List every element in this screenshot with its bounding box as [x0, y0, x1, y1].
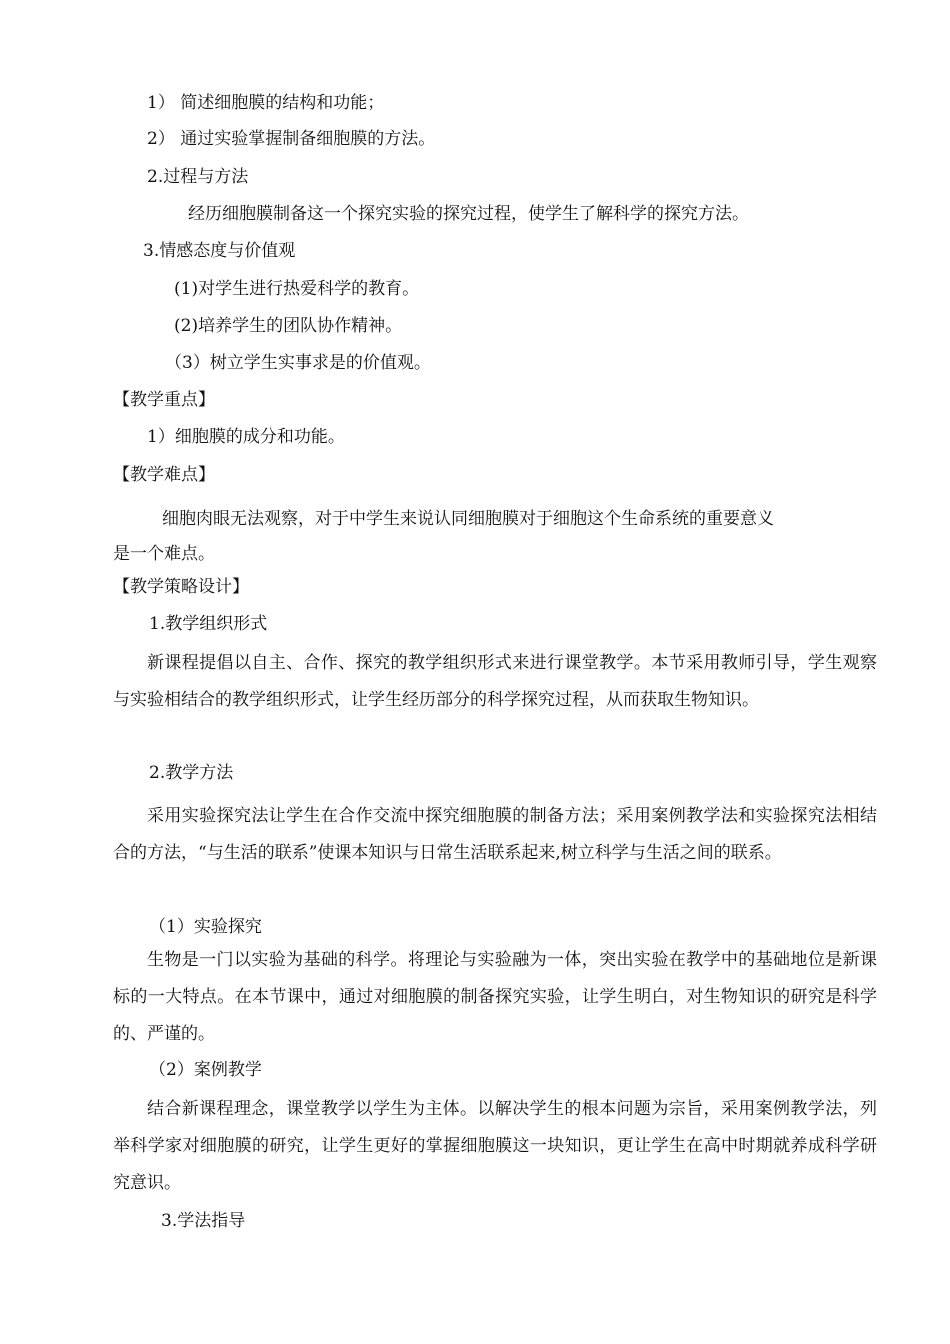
method-paragraph: 采用实验探究法让学生在合作交流中探究细胞膜的制备方法；采用案例教学法和实验探究法相结合的方法，“与生活的联系”使课本知识与日常生活联系起来,树立科学与生活之间的联系。 [113, 806, 877, 863]
org-paragraph: 新课程提倡以自主、合作、探究的教学组织形式来进行课堂教学。本节采用教师引导，学生观察与实验相结合的教学组织形式，让学生经历部分的科学探究过程，从而获取生物知识。 [113, 653, 877, 710]
values-item-2: (2)培养学生的团队协作精神。 [174, 316, 403, 336]
org-title: 1.教学组织形式 [149, 614, 268, 634]
case-paragraph: 结合新课程理念，课堂教学以学生为主体。以解决学生的根本问题为宗旨，采用案例教学法，列举科学家对细胞膜的研究，让学生更好的掌握细胞膜这一块知识，更让学生在高中时期就养成科学研究意识。 [113, 1099, 877, 1193]
key-point-heading: 【教学重点】 [113, 390, 215, 410]
values-title: 3.情感态度与价值观 [143, 241, 296, 261]
experiment-title: （1）实验探究 [149, 917, 262, 937]
key-point-item-1: 1）细胞膜的成分和功能。 [147, 427, 345, 447]
process-title: 2.过程与方法 [147, 167, 249, 187]
difficulty-line-2: 是一个难点。 [113, 544, 215, 564]
method-title: 2.教学方法 [149, 763, 234, 783]
difficulty-heading: 【教学难点】 [113, 465, 215, 485]
goal-item-1: 1） 简述细胞膜的结构和功能； [147, 93, 385, 113]
difficulty-line-1: 细胞肉眼无法观察，对于中学生来说认同细胞膜对于细胞这个生命系统的重要意义 [162, 509, 774, 529]
case-title: （2）案例教学 [149, 1060, 262, 1080]
goal-item-2: 2） 通过实验掌握制备细胞膜的方法。 [147, 129, 436, 149]
values-item-1: (1)对学生进行热爱科学的教育。 [174, 279, 420, 299]
guide-title: 3.学法指导 [161, 1211, 246, 1231]
experiment-paragraph: 生物是一门以实验为基础的科学。将理论与实验融为一体，突出实验在教学中的基础地位是新课标的一大特点。在本节课中，通过对细胞膜的制备探究实验，让学生明白，对生物知识的研究是科学的、严谨的。 [113, 950, 877, 1044]
process-text: 经历细胞膜制备这一个探究实验的探究过程，使学生了解科学的探究方法。 [188, 204, 749, 224]
values-item-3: （3）树立学生实事求是的价值观。 [165, 353, 431, 373]
strategy-heading: 【教学策略设计】 [113, 577, 249, 597]
